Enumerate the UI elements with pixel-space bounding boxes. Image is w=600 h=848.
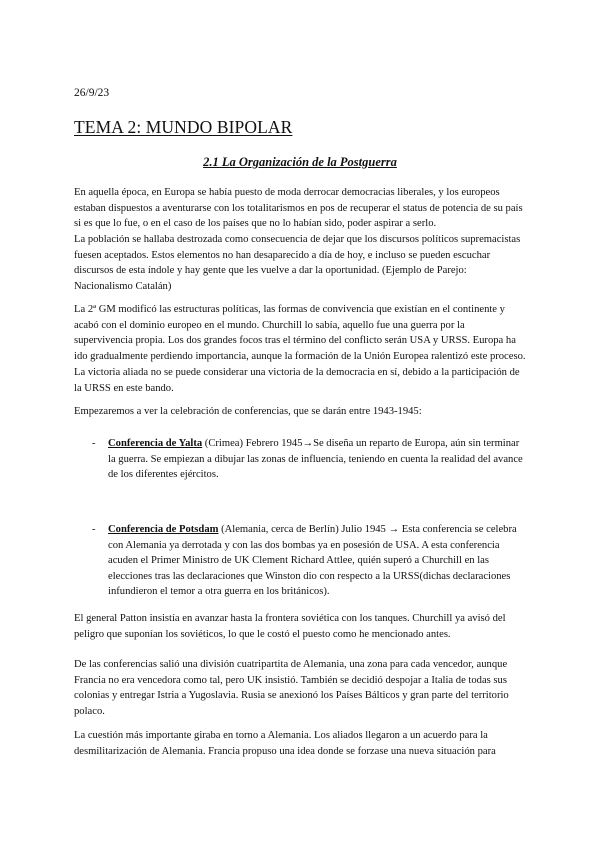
page-title: TEMA 2: MUNDO BIPOLAR bbox=[74, 117, 293, 137]
list-item-heading: Conferencia de Potsdam bbox=[108, 524, 219, 535]
paragraph: La 2ª GM modificó las estructuras políticas, las formas de convivencia que existían en el continente y acabó con el dominio europeo en el mundo. Churchill lo sabía, aquello fue una guerra por la supervivencia propia. Los dos grandes focos tras el término del conflicto serán USA y URSS. Europa ha ido gradualmente perdiendo importancia, aunque la formación de la Unión Europea ralentizó este proceso. bbox=[74, 304, 526, 362]
list-item-body: (Crimea) Febrero 1945→Se diseña un reparto de Europa, aún sin terminar la guerra. Se empiezan a dibujar las zonas de influencia, teniendo en cuenta la realidad del avance de los diferentes ejércitos. bbox=[108, 438, 523, 481]
paragraph: Empezaremos a ver la celebración de conferencias, que se darán entre 1943-1945: bbox=[74, 406, 422, 417]
paragraph: La victoria aliada no se puede considerar una victoria de la democracia en sí, debido a la participación de la URSS en este bando. bbox=[74, 367, 520, 394]
list-item-text bbox=[108, 522, 526, 600]
list-item-yalta bbox=[92, 436, 526, 483]
list-item-potsdam bbox=[92, 522, 526, 600]
paragraph: El general Patton insistía en avanzar hasta la frontera soviética con los tanques. Churchill ya avisó del peligro que suponían los soviéticos, lo que le costó el puesto como he mencionado antes. bbox=[74, 613, 506, 640]
list-item-heading: Conferencia de Yalta bbox=[108, 438, 203, 449]
date: 26/9/23 bbox=[74, 87, 110, 99]
list-item-body: (Alemania, cerca de Berlín) Julio 1945 → Esta conferencia se celebra con Alemania ya derrotada y con las dos bombas ya en posesión de USA. A esta conferencia acuden el Primer Ministro de UK Clement Richard Attlee, quién superó a Churchill en las elecciones tras las declaraciones que Winston dio con respecto a la URSS(dichas declaraciones infundieron el temor a otra guerra en los británicos). bbox=[108, 524, 517, 598]
list-item-text bbox=[108, 436, 526, 483]
paragraph: En aquella época, en Europa se había puesto de moda derrocar democracias liberales, y los europeos estaban dispuestos a aventurarse con los totalitarismos en pos de recuperar el status de potencia de su país si es que lo fue, o en el caso de los países que no lo habían sido, poder aspirar a serlo. bbox=[74, 187, 523, 230]
paragraph: La población se hallaba destrozada como consecuencia de dejar que los discursos políticos supremacistas fuesen aceptados. Estos elementos no han desaparecido a día de hoy, e incluso se pueden escuchar discursos de esta índole y hay gente que les vuelve a dar la oportunidad. (Ejemplo de Parejo: Nacionalismo Catalán) bbox=[74, 234, 521, 292]
paragraph: De las conferencias salió una división cuatripartita de Alemania, una zona para cada vencedor, aunque Francia no era vencedora como tal, pero UK insistió. También se decidió despojar a Italia de todas sus colonias y entregar Istria a Yugoslavia. Rusia se anexionó los Países Bálticos y gran parte del territorio polaco. bbox=[74, 659, 509, 717]
section-subtitle: 2.1 La Organización de la Postguerra bbox=[203, 155, 397, 169]
bullet-dash: - bbox=[92, 438, 96, 449]
paragraph: La cuestión más importante giraba en torno a Alemania. Los aliados llegaron a un acuerdo para la desmilitarización de Alemania. Francia propuso una idea donde se forzase una nueva situación para bbox=[74, 730, 496, 757]
bullet-dash: - bbox=[92, 524, 96, 535]
